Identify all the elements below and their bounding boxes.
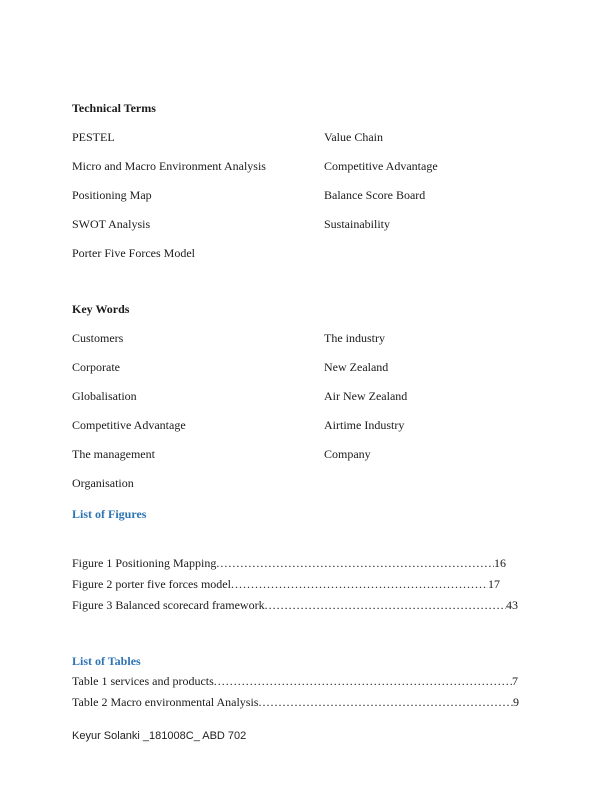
toc-entry-page: 17 — [488, 577, 500, 591]
list-of-figures-heading: List of Figures — [72, 507, 147, 521]
toc-entry-label: Figure 3 Balanced scorecard framework — [72, 598, 265, 612]
technical-terms-heading: Technical Terms — [72, 101, 156, 115]
table-toc-entry[interactable] — [72, 674, 518, 688]
key-words-list — [72, 331, 520, 490]
keyword-item: Customers — [72, 331, 124, 345]
page-content — [72, 0, 520, 743]
dot-leader — [258, 695, 513, 709]
dot-leader — [216, 556, 494, 570]
toc-entry-page: 43 — [506, 598, 518, 612]
toc-entry-label: Table 2 Macro environmental Analysis — [72, 695, 259, 709]
term-row — [72, 217, 520, 231]
toc-entry-label: Table 1 services and products — [72, 674, 214, 688]
list-of-figures — [72, 556, 520, 612]
figure-toc-entry[interactable] — [72, 556, 506, 570]
dot-leader — [214, 674, 512, 688]
keyword-item: The industry — [324, 331, 385, 345]
keyword-item: The management — [72, 447, 155, 461]
term-row — [72, 159, 520, 173]
keyword-item: Organisation — [72, 476, 134, 490]
term-row — [72, 130, 520, 144]
figure-toc-entry[interactable] — [72, 577, 500, 591]
term-item: Porter Five Forces Model — [72, 246, 195, 260]
toc-entry-label: Figure 1 Positioning Mapping — [72, 556, 217, 570]
keyword-row — [72, 418, 520, 432]
list-of-tables-heading: List of Tables — [72, 654, 141, 668]
term-item: Value Chain — [324, 130, 383, 144]
keyword-row — [72, 476, 520, 490]
term-item: SWOT Analysis — [72, 217, 151, 231]
list-of-tables — [72, 674, 520, 709]
keyword-row — [72, 360, 520, 374]
footer-text: Keyur Solanki _181008C_ ABD 702 — [72, 730, 247, 742]
term-item: Positioning Map — [72, 188, 152, 202]
term-item: Competitive Advantage — [324, 159, 438, 173]
term-item — [324, 246, 520, 260]
technical-terms-list — [72, 130, 520, 260]
term-item: Balance Score Board — [324, 188, 426, 202]
keyword-item: Globalisation — [72, 389, 137, 403]
term-row — [72, 188, 520, 202]
keyword-item: New Zealand — [324, 360, 389, 374]
figure-toc-entry[interactable] — [72, 598, 518, 612]
key-words-heading: Key Words — [72, 302, 130, 316]
toc-entry-page: 7 — [512, 674, 518, 688]
keyword-item: Corporate — [72, 360, 120, 374]
keyword-row — [72, 447, 520, 461]
term-item: Sustainability — [324, 217, 390, 231]
toc-entry-page: 9 — [513, 695, 519, 709]
keyword-item: Competitive Advantage — [72, 418, 186, 432]
keyword-item: Air New Zealand — [324, 389, 408, 403]
dot-leader — [265, 598, 506, 612]
term-item: Micro and Macro Environment Analysis — [72, 159, 266, 173]
dot-leader — [231, 577, 488, 591]
term-row — [72, 246, 520, 260]
keyword-row — [72, 331, 520, 345]
table-toc-entry[interactable] — [72, 695, 519, 709]
keyword-item: Airtime Industry — [324, 418, 405, 432]
toc-entry-label: Figure 2 porter five forces model — [72, 577, 231, 591]
keyword-item — [324, 476, 520, 490]
keyword-row — [72, 389, 520, 403]
keyword-item: Company — [324, 447, 371, 461]
toc-entry-page: 16 — [494, 556, 506, 570]
term-item: PESTEL — [72, 130, 115, 144]
